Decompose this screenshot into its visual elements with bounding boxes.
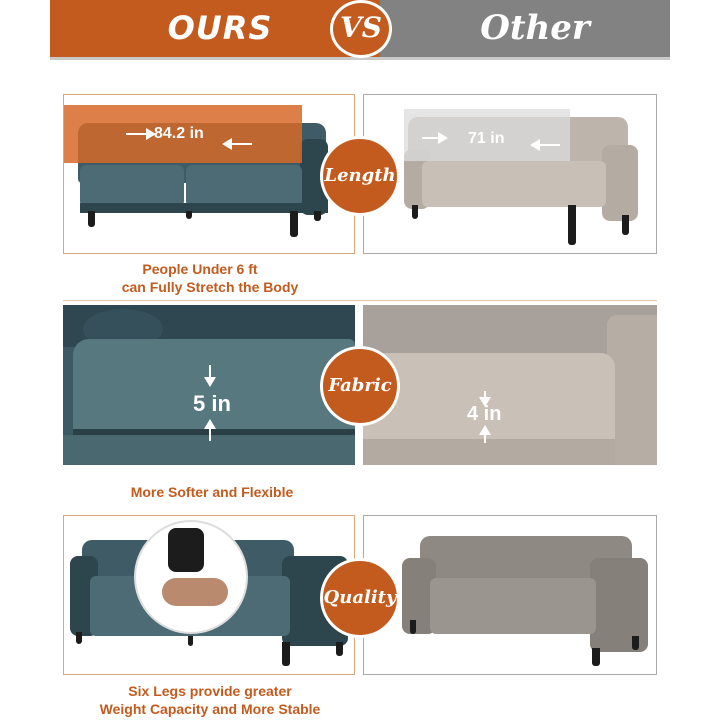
other-sofa-leg	[568, 205, 576, 245]
other-sofa-leg	[622, 215, 629, 235]
arrow-down-icon-head	[204, 377, 216, 387]
length-arrow-right	[230, 143, 252, 145]
other-fabric-value: 4 in	[467, 403, 502, 425]
fabric-other-panel	[363, 305, 657, 465]
vs-badge: VS	[330, 0, 392, 58]
length-arrow-left	[126, 133, 148, 135]
arrow-right-icon	[438, 132, 448, 144]
other-sofa-arm-right	[590, 558, 648, 652]
other-sofa-seat	[422, 161, 606, 207]
length-ours-panel	[63, 94, 355, 254]
ours-sofa-leg	[188, 636, 193, 646]
ours-sofa-leg	[314, 211, 321, 221]
length-badge: Length	[320, 136, 400, 216]
other-sofa-leg	[632, 636, 639, 650]
header-ours-label: OURS	[167, 9, 273, 47]
other-length-value: 71 in	[468, 130, 505, 147]
header-other-label: Other	[480, 8, 590, 48]
ours-length-value: 84.2 in	[154, 125, 204, 142]
ours-sofa-leg	[336, 642, 343, 656]
arrow-up-icon	[209, 427, 211, 441]
ours-fabric-value: 5 in	[193, 391, 231, 416]
ours-sofa-seat-left	[80, 165, 184, 207]
other-base	[363, 439, 615, 465]
ours-sofa-leg	[290, 211, 298, 237]
length-caption-line2: can Fully Stretch the Body	[121, 279, 299, 295]
length-caption-line1: People Under 6 ft	[142, 261, 258, 277]
ours-sofa-leg	[76, 632, 82, 644]
ours-sofa-leg	[282, 642, 290, 666]
fabric-ours-panel	[63, 305, 355, 465]
ours-sofa-leg	[88, 211, 95, 227]
quality-badge: Quality	[320, 558, 400, 638]
leg-detail-icon	[168, 528, 204, 572]
other-sofa-seat	[430, 578, 596, 634]
other-sofa-leg	[592, 648, 600, 666]
ours-sofa-leg	[186, 211, 192, 219]
other-sofa-arm-right	[602, 145, 638, 221]
fabric-badge: Fabric	[320, 346, 400, 426]
quality-caption-line1: Six Legs provide greater	[128, 683, 292, 699]
ours-sofa-seat-right	[186, 165, 302, 207]
other-sofa-leg	[410, 620, 416, 634]
length-arrow-right	[538, 144, 560, 146]
other-sofa-leg	[412, 205, 418, 219]
length-other-panel	[363, 94, 657, 254]
quality-ours-panel	[63, 515, 355, 675]
hand-icon	[162, 578, 228, 606]
fabric-caption: More Softer and Flexible	[130, 484, 294, 500]
arrow-up-icon	[484, 433, 486, 443]
row-divider	[63, 300, 657, 301]
quality-other-panel	[363, 515, 657, 675]
quality-caption-line2: Weight Capacity and More Stable	[99, 701, 321, 717]
